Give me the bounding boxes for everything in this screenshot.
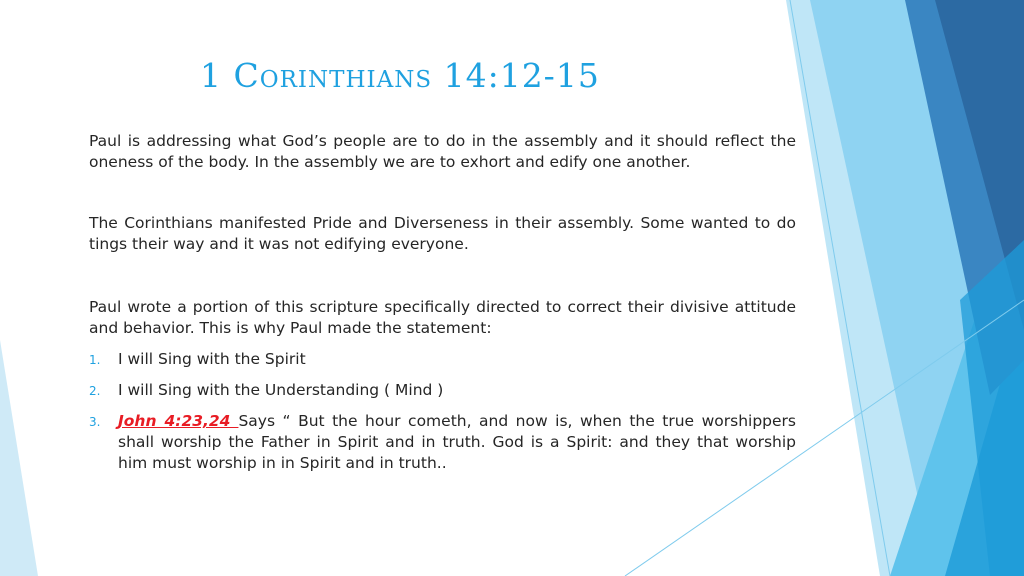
list-text: Says “ But the hour cometh, and now is, when the true worshippers shall worship the Father in Spirit and in truth. God is a Spirit: and they that worship him must worship in in Spirit and in truth.. [118,412,796,472]
list-item [89,411,796,474]
slide-title: 1 Corinthians 14:12-15 [200,56,600,95]
list-number: 2. [89,384,101,398]
slide-body [89,131,796,474]
list-text: I will Sing with the Understanding ( Mind ) [118,381,444,399]
left-edge-shape [0,340,38,576]
paragraph: Paul wrote a portion of this scripture specifically directed to correct their divisive attitude and behavior. This is why Paul made the statement: [89,298,796,337]
scripture-reference: John 4:23,24 [118,412,239,430]
list-text: I will Sing with the Spirit [118,350,306,368]
paragraph: Paul is addressing what God’s people are to do in the assembly and it should reflect the oneness of the body. In the assembly we are to exhort and edify one another. [89,132,796,171]
list-number: 3. [89,415,101,429]
list-number: 1. [89,353,101,367]
list-item [89,349,796,370]
list-item [89,380,796,401]
paragraph: The Corinthians manifested Pride and Diverseness in their assembly. Some wanted to do tings their way and it was not edifying everyone. [89,214,796,253]
